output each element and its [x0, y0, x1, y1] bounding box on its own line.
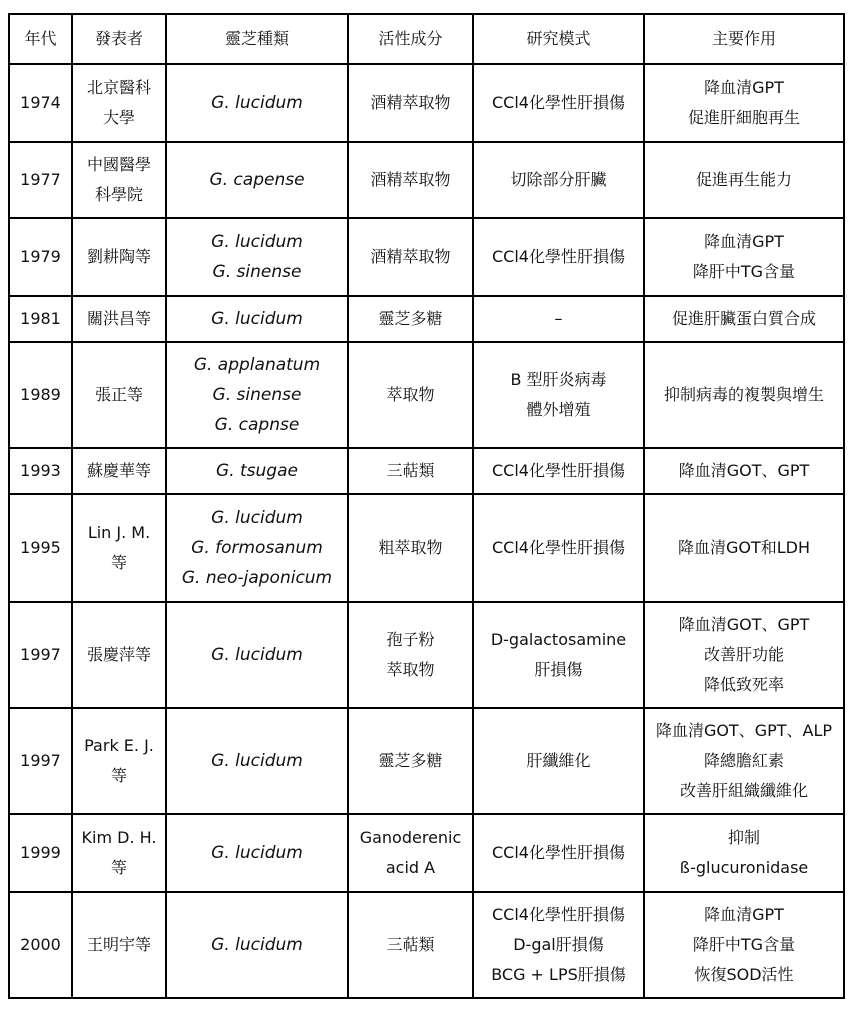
cell-year-line: 1977 — [20, 170, 61, 189]
cell-species — [166, 602, 348, 708]
cell-model-line: BCG + LPS肝損傷 — [491, 965, 626, 984]
cell-effect — [644, 142, 844, 218]
cell-effect-line: 抑制 — [727, 828, 760, 847]
cell-effect-line: 促進肝細胞再生 — [687, 108, 800, 127]
header-author: 發表者 — [72, 14, 166, 64]
cell-effect-line: 降肝中TG含量 — [692, 935, 796, 954]
cell-effect — [644, 64, 844, 142]
cell-author — [72, 814, 166, 892]
cell-species-line: G. sinense — [212, 262, 302, 282]
table-row — [9, 296, 844, 342]
cell-model — [473, 218, 644, 296]
cell-model — [473, 602, 644, 708]
cell-component-line: 酒精萃取物 — [370, 170, 451, 189]
header-species: 靈芝種類 — [166, 14, 348, 64]
cell-component-line: 孢子粉 — [386, 630, 435, 649]
cell-effect-line: 降血清GPT — [704, 905, 784, 924]
cell-species-line: G. lucidum — [211, 93, 303, 113]
cell-effect-line: 降血清GOT、GPT — [678, 615, 810, 634]
cell-component-line: 酒精萃取物 — [370, 93, 451, 112]
cell-year — [9, 494, 72, 602]
header-year: 年代 — [9, 14, 72, 64]
cell-author — [72, 892, 166, 998]
table-row — [9, 142, 844, 218]
cell-component — [348, 602, 473, 708]
cell-species — [166, 64, 348, 142]
cell-year-line: 2000 — [20, 935, 61, 954]
cell-author — [72, 494, 166, 602]
cell-model-line: CCl4化學性肝損傷 — [492, 93, 625, 112]
cell-model-line: CCl4化學性肝損傷 — [492, 461, 625, 480]
cell-model — [473, 64, 644, 142]
cell-species-line: G. formosanum — [191, 538, 323, 558]
cell-effect-line: 降血清GOT和LDH — [677, 538, 811, 557]
cell-author-line: Kim D. H. — [81, 828, 157, 847]
ganoderma-liver-studies-table — [8, 13, 845, 999]
cell-author-line: 等 — [110, 553, 127, 572]
cell-component — [348, 142, 473, 218]
cell-species — [166, 218, 348, 296]
cell-component-line: 酒精萃取物 — [370, 247, 451, 266]
cell-model-line: 肝纖維化 — [526, 751, 591, 770]
cell-year — [9, 892, 72, 998]
header-row — [9, 14, 844, 64]
cell-author-line: 大學 — [102, 108, 135, 127]
cell-year-line: 1981 — [20, 309, 61, 328]
cell-author — [72, 448, 166, 494]
cell-model-line: CCl4化學性肝損傷 — [492, 538, 625, 557]
cell-author-line: 北京醫科 — [86, 78, 151, 97]
cell-species — [166, 892, 348, 998]
cell-year — [9, 342, 72, 448]
cell-year — [9, 448, 72, 494]
cell-component — [348, 218, 473, 296]
table-row — [9, 708, 844, 814]
cell-author-line: 等 — [110, 766, 127, 785]
cell-year-line: 1989 — [20, 385, 61, 404]
cell-author-line: 張正等 — [94, 385, 143, 404]
cell-year-line: 1997 — [20, 645, 61, 664]
table-row — [9, 892, 844, 998]
table-body — [9, 64, 844, 998]
cell-species-line: G. lucidum — [211, 751, 303, 771]
cell-effect-line: 改善肝組織纖維化 — [679, 781, 808, 800]
cell-author — [72, 218, 166, 296]
cell-effect-line: 降總膽紅素 — [703, 751, 784, 770]
cell-component-line: 三萜類 — [386, 935, 435, 954]
cell-model — [473, 708, 644, 814]
cell-year-line: 1995 — [20, 538, 61, 557]
cell-component — [348, 448, 473, 494]
cell-year-line: 1979 — [20, 247, 61, 266]
cell-species-line: G. lucidum — [211, 232, 303, 252]
cell-effect — [644, 708, 844, 814]
cell-effect-line: 改善肝功能 — [703, 645, 784, 664]
table-row — [9, 218, 844, 296]
cell-author-line: 張慶萍等 — [86, 645, 151, 664]
cell-effect-line: 降血清GPT — [704, 78, 784, 97]
document-page — [8, 13, 845, 999]
cell-year-line: 1999 — [20, 843, 61, 862]
cell-species-line: G. lucidum — [211, 645, 303, 665]
cell-author — [72, 64, 166, 142]
cell-year — [9, 602, 72, 708]
cell-species-line: G. capense — [209, 170, 305, 190]
cell-model — [473, 892, 644, 998]
cell-species — [166, 342, 348, 448]
cell-effect — [644, 448, 844, 494]
cell-component — [348, 64, 473, 142]
cell-model-line: CCl4化學性肝損傷 — [492, 247, 625, 266]
cell-species-line: G. applanatum — [193, 355, 321, 375]
cell-species — [166, 296, 348, 342]
cell-species-line: G. lucidum — [211, 843, 303, 863]
table-row — [9, 448, 844, 494]
cell-author — [72, 342, 166, 448]
cell-model-line: 體外增殖 — [526, 400, 591, 419]
cell-component-line: 三萜類 — [386, 461, 435, 480]
cell-component-line: 靈芝多糖 — [378, 751, 443, 770]
cell-author-line: 中國醫學 — [86, 155, 151, 174]
cell-author-line: 等 — [110, 858, 127, 877]
cell-year — [9, 708, 72, 814]
cell-species-line: G. neo-japonicum — [181, 568, 333, 588]
cell-component-line: 萃取物 — [386, 385, 435, 404]
cell-effect — [644, 892, 844, 998]
cell-component-line: 靈芝多糖 — [378, 309, 443, 328]
cell-model-line: – — [554, 309, 563, 328]
cell-species-line: G. lucidum — [211, 508, 303, 528]
cell-component — [348, 814, 473, 892]
table-row — [9, 494, 844, 602]
cell-species — [166, 494, 348, 602]
cell-component-line: 萃取物 — [386, 660, 435, 679]
cell-effect — [644, 814, 844, 892]
cell-species-line: G. capnse — [214, 415, 300, 435]
cell-effect-line: 降血清GOT、GPT — [678, 461, 810, 480]
cell-model — [473, 448, 644, 494]
table-row — [9, 342, 844, 448]
cell-model-line: CCl4化學性肝損傷 — [492, 843, 625, 862]
cell-author — [72, 142, 166, 218]
cell-effect-line: 降低致死率 — [703, 675, 784, 694]
cell-year — [9, 296, 72, 342]
cell-effect-line: 促進肝臟蛋白質合成 — [671, 309, 816, 328]
cell-author-line: 劉耕陶等 — [86, 247, 151, 266]
cell-model — [473, 814, 644, 892]
cell-model-line: 切除部分肝臟 — [510, 170, 607, 189]
cell-effect — [644, 602, 844, 708]
cell-effect-line: 抑制病毒的複製與增生 — [663, 385, 824, 404]
cell-year-line: 1974 — [20, 93, 61, 112]
cell-author — [72, 708, 166, 814]
cell-effect-line: ß-glucuronidase — [679, 858, 809, 877]
cell-component — [348, 494, 473, 602]
cell-model — [473, 142, 644, 218]
table-row — [9, 814, 844, 892]
cell-author-line: Park E. J. — [84, 736, 154, 755]
cell-component — [348, 708, 473, 814]
cell-year-line: 1993 — [20, 461, 61, 480]
cell-effect — [644, 296, 844, 342]
header-model: 研究模式 — [473, 14, 644, 64]
cell-species-line: G. lucidum — [211, 309, 303, 329]
cell-year-line: 1997 — [20, 751, 61, 770]
cell-effect-line: 促進再生能力 — [695, 170, 792, 189]
header-effect: 主要作用 — [644, 14, 844, 64]
cell-author-line: Lin J. M. — [87, 523, 151, 542]
cell-species-line: G. lucidum — [211, 935, 303, 955]
cell-model-line: D-gal肝損傷 — [513, 935, 604, 954]
cell-effect — [644, 218, 844, 296]
cell-effect-line: 恢復SOD活性 — [694, 965, 794, 984]
cell-component-line: Ganoderenic — [359, 828, 462, 847]
cell-species — [166, 142, 348, 218]
header-component: 活性成分 — [348, 14, 473, 64]
cell-model — [473, 342, 644, 448]
table-row — [9, 64, 844, 142]
cell-model-line: 肝損傷 — [534, 660, 583, 679]
cell-year — [9, 218, 72, 296]
cell-effect-line: 降血清GOT、GPT、ALP — [655, 721, 833, 740]
cell-component — [348, 296, 473, 342]
cell-author — [72, 602, 166, 708]
table-row — [9, 602, 844, 708]
cell-effect-line: 降血清GPT — [704, 232, 784, 251]
cell-author-line: 科學院 — [94, 185, 143, 204]
cell-effect — [644, 342, 844, 448]
cell-effect — [644, 494, 844, 602]
cell-species-line: G. tsugae — [216, 461, 298, 481]
cell-model — [473, 494, 644, 602]
cell-author-line: 王明宇等 — [86, 935, 151, 954]
cell-component — [348, 892, 473, 998]
cell-effect-line: 降肝中TG含量 — [692, 262, 796, 281]
cell-species — [166, 814, 348, 892]
cell-author-line: 關洪昌等 — [86, 309, 151, 328]
cell-year — [9, 814, 72, 892]
cell-model-line: CCl4化學性肝損傷 — [492, 905, 625, 924]
cell-year — [9, 142, 72, 218]
cell-author-line: 蘇慶華等 — [86, 461, 151, 480]
cell-component — [348, 342, 473, 448]
cell-component-line: acid A — [385, 858, 436, 877]
cell-author — [72, 296, 166, 342]
cell-species — [166, 448, 348, 494]
cell-species-line: G. sinense — [212, 385, 302, 405]
cell-model-line: B 型肝炎病毒 — [510, 370, 607, 389]
cell-model-line: D-galactosamine — [490, 630, 627, 649]
cell-year — [9, 64, 72, 142]
cell-species — [166, 708, 348, 814]
cell-model — [473, 296, 644, 342]
cell-component-line: 粗萃取物 — [378, 538, 443, 557]
